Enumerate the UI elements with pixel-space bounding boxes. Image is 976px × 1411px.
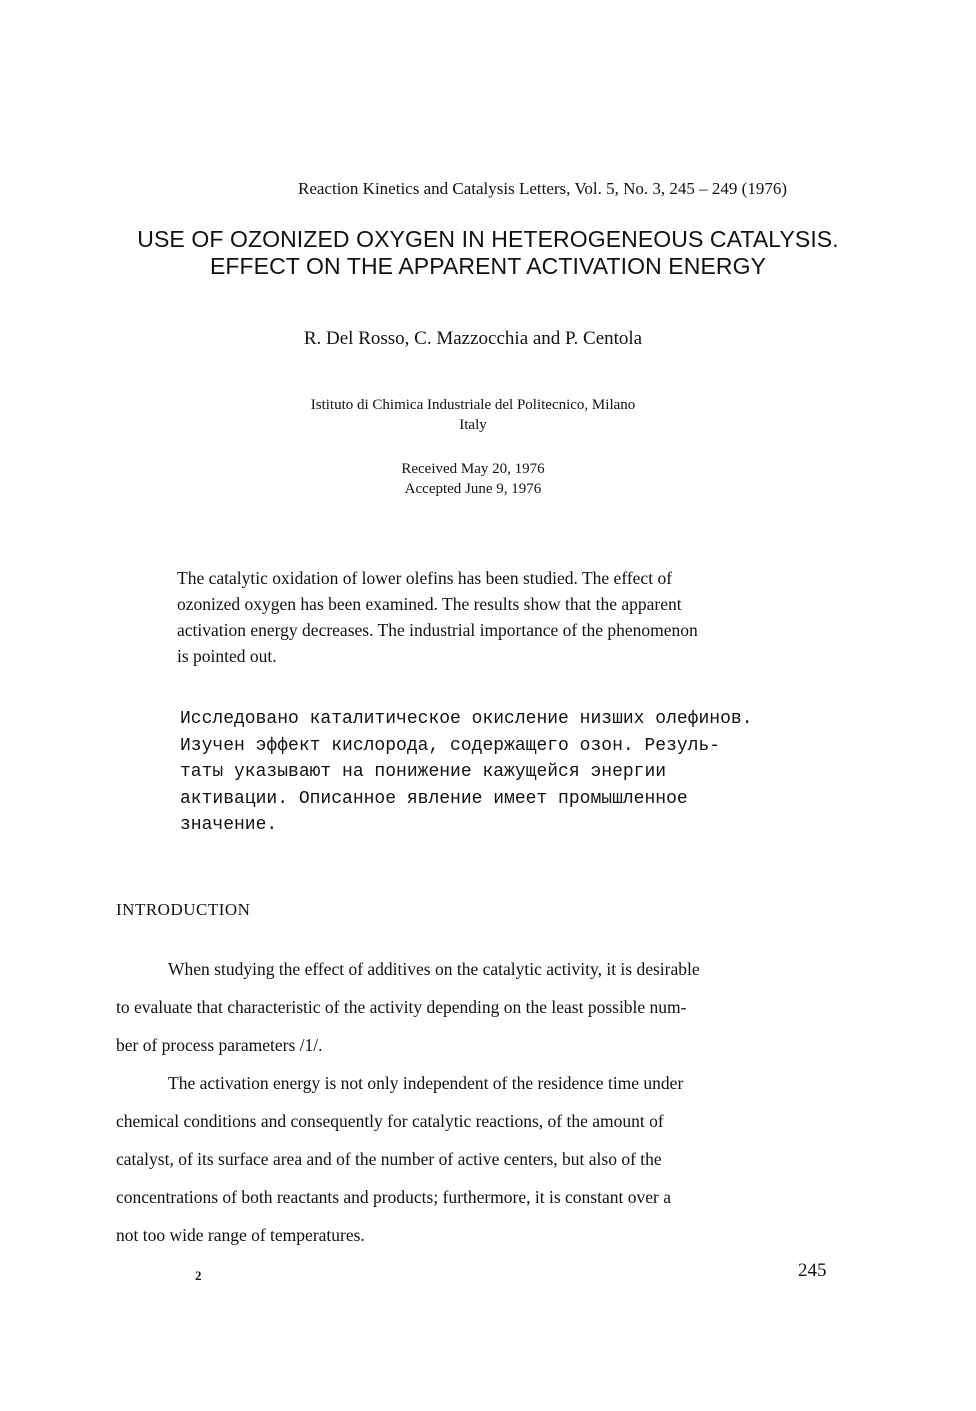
paper-title [0,226,976,280]
section-heading-introduction: INTRODUCTION [116,900,251,919]
signature-mark: 2 [195,1268,202,1283]
body-line: When studying the effect of additives on the catalytic activity, it is desirable [168,959,700,979]
body-line: chemical conditions and consequently for catalytic reactions, of the amount of [116,1111,664,1131]
authors: R. Del Rosso, C. Mazzocchia and P. Centola [303,328,643,349]
abstract-english [177,565,837,669]
received-date: Received May 20, 1976 [401,461,545,477]
affiliation-institute: Istituto di Chimica Industriale del Politecnico, Milano [310,397,636,413]
abstract-en-line: activation energy decreases. The industrial importance of the phenomenon [177,620,698,640]
journal-citation: Reaction Kinetics and Catalysis Letters, Vol. 5, No. 3, 245 – 249 (1976) [298,179,787,198]
abstract-en-line: ozonized oxygen has been examined. The results show that the apparent [177,594,682,614]
body-line: not too wide range of temperatures. [116,1225,365,1245]
abstract-ru-line: Исследовано каталитическое окисление низших олефинов. [180,709,753,729]
title-line-1: USE OF OZONIZED OXYGEN IN HETEROGENEOUS CATALYSIS. [137,226,839,252]
page-number: 245 [798,1260,827,1281]
affiliation-country: Italy [459,417,487,433]
body-line: The activation energy is not only independent of the residence time under [168,1073,684,1093]
abstract-ru-line: Изучен эффект кислорода, содержащего озон. Резуль- [180,735,721,756]
abstract-en-line: is pointed out. [177,646,277,666]
body-line: to evaluate that characteristic of the activity depending on the least possible num- [116,997,687,1017]
body-line: ber of process parameters /1/. [116,1035,323,1055]
abstract-ru-line: таты указывают на понижение кажущейся энергии [180,762,667,782]
title-line-2: EFFECT ON THE APPARENT ACTIVATION ENERGY [209,253,767,279]
accepted-date: Accepted June 9, 1976 [404,481,542,497]
abstract-russian [180,706,860,839]
abstract-ru-line: значение. [180,815,278,835]
introduction-body [116,950,846,1254]
affiliation [0,395,946,435]
submission-dates [0,459,946,499]
body-line: catalyst, of its surface area and of the number of active centers, but also of the [116,1149,662,1169]
abstract-ru-line: активации. Описанное явление имеет промышленное [180,788,688,809]
body-line: concentrations of both reactants and products; furthermore, it is constant over a [116,1187,671,1207]
abstract-en-line: The catalytic oxidation of lower olefins has been studied. The effect of [177,568,673,588]
